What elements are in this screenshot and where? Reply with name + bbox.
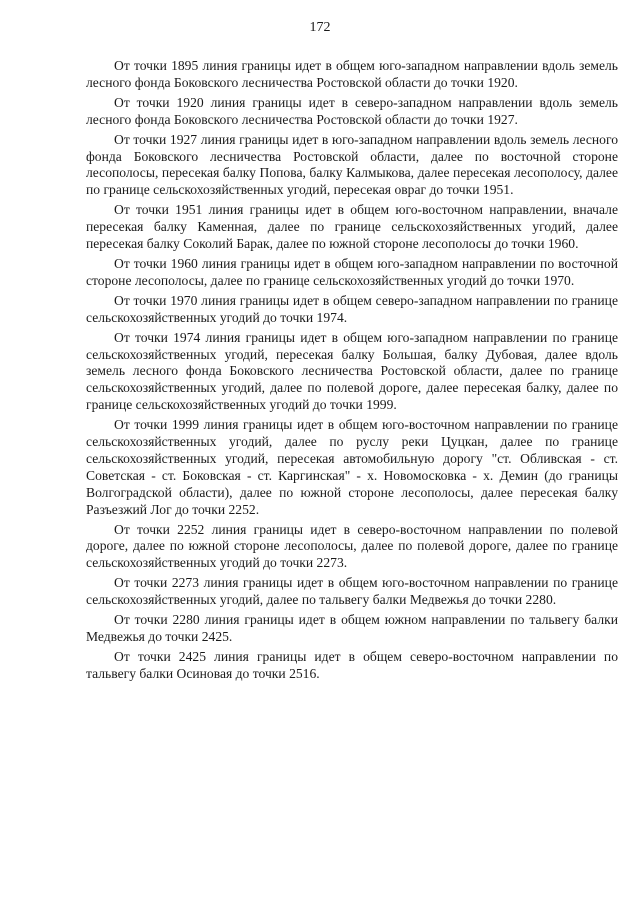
paragraph-9: От точки 2252 линия границы идет в северо-восточном направлении по полевой дороге, далее по южной стороне лесополосы, далее по полевой дороге, далее по границе сельскохозяйственных угодий до точки 2273.	[86, 521, 618, 571]
paragraph-10: От точки 2273 линия границы идет в общем юго-восточном направлении по границе сельскохозяйственных угодий, далее по тальвегу балки Медвежья до точки 2280.	[86, 575, 618, 608]
paragraph-6: От точки 1970 линия границы идет в общем северо-западном направлении по границе сельскохозяйственных угодий до точки 1974.	[86, 292, 618, 325]
page-number: 172	[309, 20, 331, 35]
paragraph-11: От точки 2280 линия границы идет в общем южном направлении по тальвегу балки Медвежья до точки 2425.	[86, 612, 618, 644]
paragraph-4: От точки 1951 линия границы идет в общем юго-восточном направлении, вначале пересекая балку Каменная, далее по границе сельскохозяйственных угодий, далее пересекая балку Соколий Барак, далее по южной стороне лесополосы до точки 1960.	[86, 202, 618, 252]
paragraph-2: От точки 1920 линия границы идет в северо-западном направлении вдоль земель лесного фонда Боковского лесничества Ростовской области до точки 1927.	[86, 94, 618, 127]
paragraph-1: От точки 1895 линия границы идет в общем юго-западном направлении вдоль земель лесного фонда Боковского лесничества Ростовской области до точки 1920.	[86, 58, 618, 90]
document-body	[86, 58, 618, 686]
paragraph-7: От точки 1974 линия границы идет в общем юго-западном направлении по границе сельскохозяйственных угодий, пересекая балку Большая, балку Дубовая, далее вдоль земель лесного фонда Боковского лесничества Ростовской области, далее по границе сельскохозяйственных угодий, далее по полевой дороге, далее пересекая балку, далее по границе сельскохозяйственных угодий до точки 1999.	[86, 329, 618, 413]
paragraph-5: От точки 1960 линия границы идет в общем юго-западном направлении по восточной стороне лесополосы, далее по границе сельскохозяйственных угодий до точки 1970.	[86, 255, 618, 288]
paragraph-8: От точки 1999 линия границы идет в общем юго-восточном направлении по границе сельскохозяйственных угодий, далее по руслу реки Цуцкан, далее по границе сельскохозяйственных угодий, пересекая автомобильную дорогу "ст. Обливская - ст. Советская - ст. Боковская - ст. Каргинская" - х. Новомосковка - х. Демин (до границы Волгоградской области), далее по южной стороне лесополосы, далее пересекая балку Разъезжий Лог до точки 2252.	[86, 417, 618, 517]
paragraph-12: От точки 2425 линия границы идет в общем северо-восточном направлении по тальвегу балки Осиновая до точки 2516.	[86, 648, 618, 681]
paragraph-3: От точки 1927 линия границы идет в юго-западном направлении вдоль земель лесного фонда Боковского лесничества Ростовской области, далее по восточной стороне лесополосы, пересекая балку Попова, балку Калмыкова, далее пересекая лесополосу, далее по границе сельскохозяйственных угодий, пересекая овраг до точки 1951.	[86, 131, 618, 198]
